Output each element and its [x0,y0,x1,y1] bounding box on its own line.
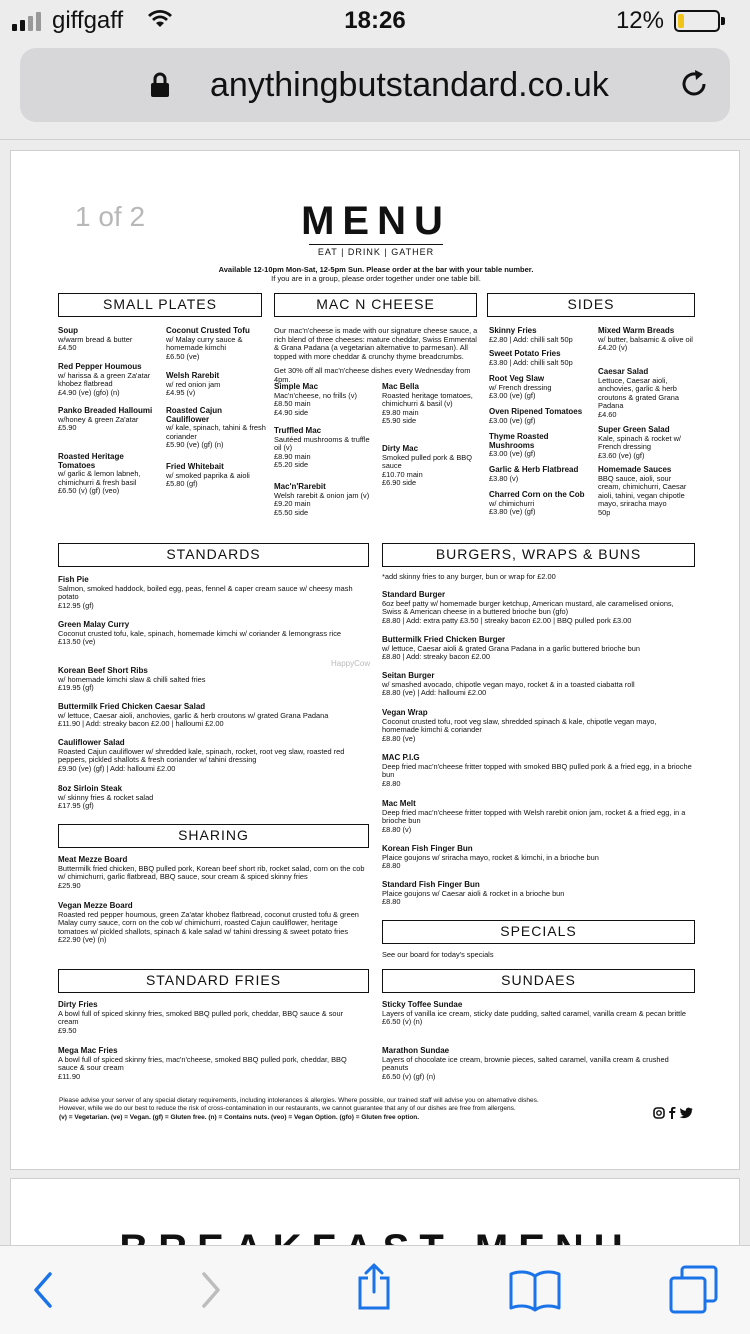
menu-item: Dirty Mac Smoked pulled pork & BBQ sauce £10.70 main £6.90 side [382,444,472,488]
burgers-note: *add skinny fries to any burger, bun or wrap for £2.00 [382,572,556,581]
section-mac-n-cheese: MAC N CHEESE [274,293,477,317]
menu-item: Mac Bella Roasted heritage tomatoes, chimichurri & basil (v) £9.80 main £5.90 side [382,382,473,426]
menu-item: MAC P.I.G Deep fried mac'n'cheese fritter topped with smoked BBQ pulled pork & a fried egg, in a brioche bun £8.80 [382,753,692,788]
menu-item: Root Veg Slaw w/ French dressing £3.00 (ve) (gf) [489,374,552,401]
menu-item: Buttermilk Fried Chicken Caesar Salad w/ lettuce, Caesar aioli, anchovies, garlic & herb croutons w/ grated Grana Padana £11.90 | Add: streaky bacon £2.00 | halloumi £2.00 [58,702,329,729]
section-sharing: SHARING [58,824,369,848]
page-indicator: 1 of 2 [75,201,146,232]
section-burgers: BURGERS, WRAPS & BUNS [382,543,695,567]
menu-item: Vegan Mezze Board Roasted red pepper houmous, green Za'atar khobez flatbread, coconut crusted tofu & green Malay curry sauce, corn on the cob w/ chimichurri, roasted Cajun cauliflower, heritage tomatoes w/ pickled shallots, spinach & kale salad w/ tahini dressing & sweet potato fries £22.90 (ve) (n) [58,901,359,945]
bookmarks-icon[interactable] [508,1268,562,1312]
menu-item: Buttermilk Fried Chicken Burger w/ lettuce, Caesar aioli & grated Grana Padana in a garlic buttered brioche bun £8.80 | Add: streaky bacon £2.00 [382,635,641,662]
menu-item: Cauliflower Salad Roasted Cajun cauliflower w/ shredded kale, spinach, rocket, root veg slaw, roasted red peppers, pickled shallots & fresh coriander w/ tahini dressing £9.90 (ve) (gf) | Add: halloumi £2.00 [58,738,345,773]
menu-item: Mac'n'Rarebit Welsh rarebit & onion jam (v) £9.20 main £5.50 side [274,482,370,517]
menu-item: Sticky Toffee Sundae Layers of vanilla ice cream, sticky date pudding, salted caramel, vanilla cream & pecan brittle £6.50 (v) (n) [382,1000,686,1027]
status-bar [0,0,750,40]
menu-item: Korean Beef Short Ribs w/ homemade kimchi slaw & chilli salted fries £19.95 (gf) [58,666,206,693]
menu-item: Oven Ripened Tomatoes £3.00 (ve) (gf) [489,407,583,425]
carrier-name: giffgaff [52,7,124,34]
menu-item: Standard Fish Finger Bun Plaice goujons w/ Caesar aioli & rocket in a brioche bun £8.80 [382,880,565,907]
social-icons [653,1106,693,1119]
address-bar[interactable] [20,48,730,122]
menu-item: Green Malay Curry Coconut crusted tofu, kale, spinach, homemade kimchi w/ coriander & lemongrass rice £13.50 (ve) [58,620,342,647]
menu-item: Coconut Crusted Tofu w/ Malay curry sauce & homemade kimchi £6.50 (ve) [166,326,250,361]
menu-item: 8oz Sirloin Steak w/ skinny fries & rocket salad £17.95 (gf) [58,784,154,811]
clock: 18:26 [344,7,406,34]
browser-header [0,40,750,140]
menu-item: Red Pepper Houmous w/ harissa & a green Za'atar khobez flatbread £4.90 (ve) (gfo) (n) [58,362,151,397]
specials-text: See our board for today's specials [382,950,494,959]
browser-toolbar [0,1245,750,1334]
menu-item: Mixed Warm Breads w/ butter, balsamic & olive oil £4.20 (v) [598,326,693,353]
menu-item: Truffled Mac Sautéed mushrooms & truffle oil (v) £8.90 main £5.20 side [274,426,370,470]
menu-item: Welsh Rarebit w/ red onion jam £4.95 (v) [166,371,221,398]
mac-offer: Get 30% off all mac'n'cheese dishes every Wednesday from 4pm. [274,366,471,384]
menu-item: Garlic & Herb Flatbread £3.80 (v) [489,465,579,483]
menu-item: Caesar Salad Lettuce, Caesar aioli, anchovies, garlic & herb croutons & grated Grana Padana £4.60 [598,367,679,419]
menu-item: Meat Mezze Board Buttermilk fried chicken, BBQ pulled pork, Korean beef short rib, rocket salad, corn on the cob w/ chimichurri, garlic flatbread, BBQ sauce, sour cream & spiced skinny fries £25.90 [58,855,365,890]
menu-item: Simple Mac Mac'n'cheese, no frills (v) £8.50 main £4.90 side [274,382,357,417]
section-standards: STANDARDS [58,543,369,567]
menu-item: Fish Pie Salmon, smoked haddock, boiled egg, peas, fennel & caper cream sauce w/ cheesy mash potato £12.95 (gf) [58,575,353,610]
menu-item: Charred Corn on the Cob w/ chimichurri £3.80 (ve) (gf) [489,490,585,517]
reload-icon[interactable] [676,66,712,102]
menu-item: Marathon Sundae Layers of chocolate ice cream, brownie pieces, salted caramel, vanilla cream & crushed peanuts £6.50 (v) (gf) (n) [382,1046,669,1081]
menu-item: Panko Breaded Halloumi w/honey & green Za'atar £5.90 [58,406,153,433]
tabs-icon[interactable] [668,1264,720,1314]
menu-item: Thyme Roasted Mushrooms £3.00 (ve) (gf) [489,432,549,459]
menu-item: Soup w/warm bread & butter £4.50 [58,326,133,353]
battery-percent: 12% [615,7,664,34]
forward-icon[interactable] [198,1270,224,1310]
menu-item: Mega Mac Fries A bowl full of spiced skinny fries, mac'n'cheese, smoked BBQ pulled pork, cheddar, BBQ sauce & sour cream £11.90 [58,1046,347,1081]
menu-subtitle: EAT | DRINK | GATHER [309,244,443,257]
section-standard-fries: STANDARD FRIES [58,969,369,993]
battery-icon [674,10,720,32]
menu-item: Skinny Fries £2.80 | Add: chilli salt 50p [489,326,573,344]
section-sundaes: SUNDAES [382,969,695,993]
menu-item: Korean Fish Finger Bun Plaice goujons w/ sriracha mayo, rocket & kimchi, in a brioche bun £8.80 [382,844,599,871]
menu-item: Fried Whitebait w/ smoked paprika & aioli £5.80 (gf) [166,462,250,489]
section-specials: SPECIALS [382,920,695,944]
menu-item: Roasted Cajun Cauliflower w/ kale, spinach, tahini & fresh coriander £5.90 (ve) (gf) (n) [166,406,266,450]
twitter-icon[interactable] [679,1107,693,1119]
section-sides: SIDES [487,293,695,317]
availability-note: Available 12-10pm Mon-Sat, 12-5pm Sun. Please order at the bar with your table number. If you are in a group, please order together under one table bill. [218,265,534,283]
menu-item: Vegan Wrap Coconut crusted tofu, root veg slaw, shredded spinach & kale, chipotle vegan mayo, homemade kimchi & coriander £8.80 (ve) [382,708,657,743]
menu-item: Standard Burger 6oz beef patty w/ homemade burger ketchup, American mustard, ale caramelised onions, Swiss & American cheese in a buttered brioche bun (gfo) £8.80 | Add: extra patty £3.50 | streaky bacon £2.00 | BBQ pulled pork £3.00 [382,590,674,625]
menu-item: Roasted Heritage Tomatoes w/ garlic & lemon labneh, chimichurri & fresh basil £6.50 (v) (gf) (veo) [58,452,141,496]
menu-item: Super Green Salad Kale, spinach & rocket w/ French dressing £3.60 (ve) (gf) [598,425,681,460]
url-text: anythingbutstandard.co.uk [210,66,609,104]
back-icon[interactable] [30,1270,56,1310]
menu-item: Homemade Sauces BBQ sauce, aioli, sour cream, chimichurri, Caesar aioli, tahini, vegan chipotle mayo, sriracha mayo 50p [598,465,687,517]
watermark: HappyCow [331,659,371,668]
menu-item: Mac Melt Deep fried mac'n'cheese fritter topped with Welsh rarebit onion jam, rocket & a fried egg, in a brioche bun £8.80 (v) [382,799,686,834]
section-small-plates: SMALL PLATES [58,293,262,317]
facebook-icon[interactable] [668,1106,676,1119]
menu-item: Seitan Burger w/ smashed avocado, chipotle vegan mayo, rocket & in a toasted ciabatta roll £8.80 (ve) | Add: halloumi £2.00 [382,671,635,698]
instagram-icon[interactable] [653,1107,665,1119]
allergen-footer: Please advise your server of any special dietary requirements, including intolerances & allergies. Where possible, our trained staff will advise you on alternative dishes. However, while we do our best to reduce the risk of cross-contamination in our restaurants, we cannot guarantee that any of our dishes are free from allergens. (v) = Vegetarian. (ve) = Vegan. (gf) = Gluten free. (n) = Contains nuts. (veo) = Vegan Option. (gfo) = Gluten free option. [59,1097,539,1121]
pdf-page [10,150,740,1170]
menu-item: Dirty Fries A bowl full of spiced skinny fries, smoked BBQ pulled pork, cheddar, BBQ sauce & sour cream £9.50 [58,1000,344,1035]
menu-item: Sweet Potato Fries £3.80 | Add: chilli salt 50p [489,349,573,367]
menu-title: MENU [301,199,451,243]
share-icon[interactable] [356,1262,392,1312]
lock-icon [150,72,170,98]
mac-intro: Our mac'n'cheese is made with our signature cheese sauce, a rich blend of three cheeses: mature cheddar, Swiss Emmental & Grana Padana (a vegetarian alternative to parmesan). All topped with more cheddar & crunchy thyme breadcrumbs. [274,326,478,361]
